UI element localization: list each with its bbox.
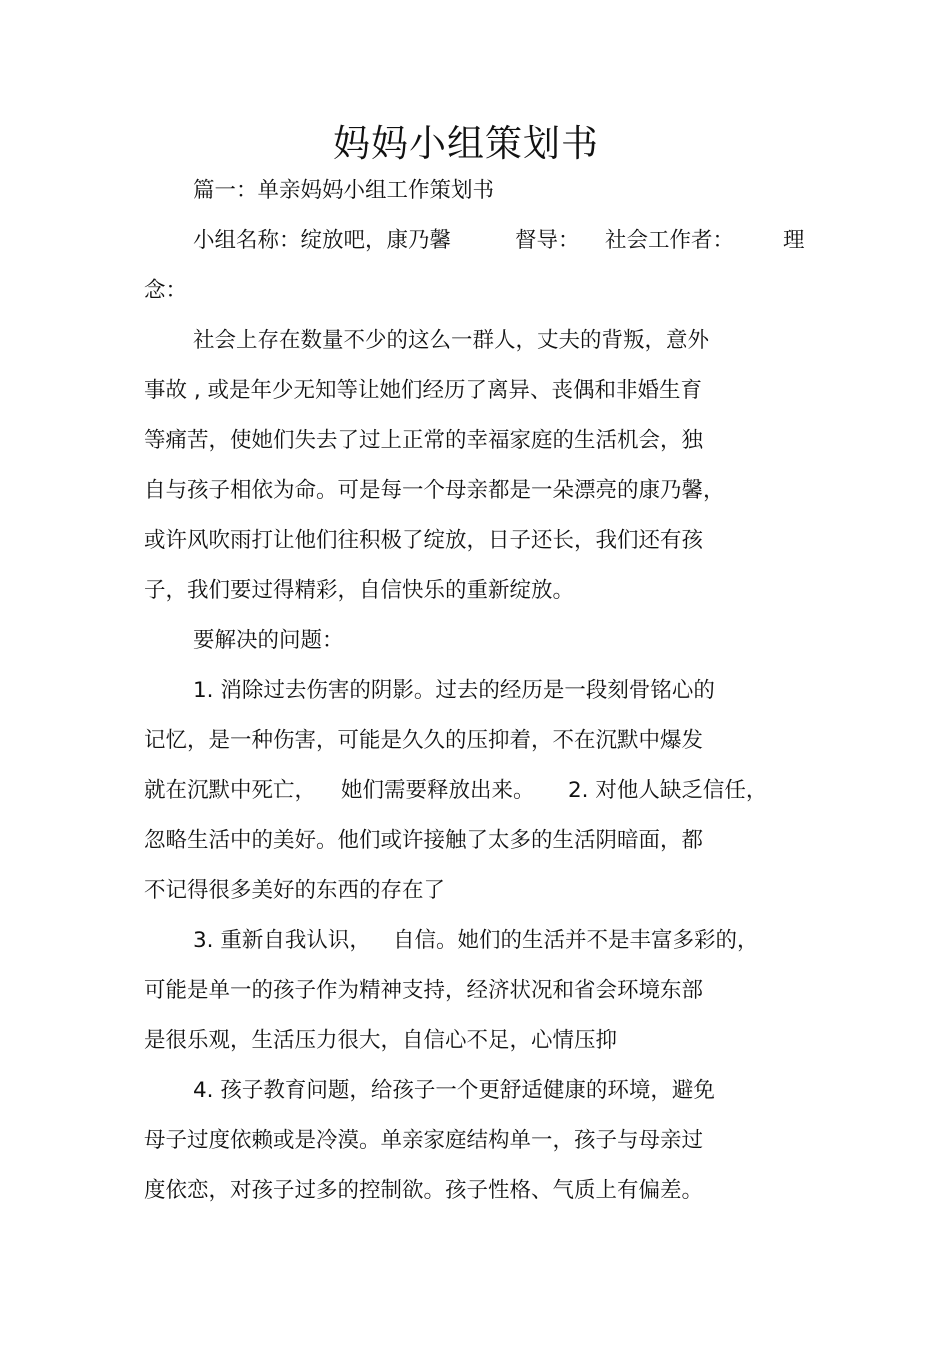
- list-item-line: 是很乐观，生活压力很大，自信心不足，心情压抑: [144, 1028, 618, 1053]
- item3-first-b: 自信。她们的生活并不是丰富多彩的，: [393, 928, 759, 953]
- paragraph-line: 子，我们要过得精彩，自信快乐的重新绽放。: [144, 578, 575, 603]
- paragraph-line: 自与孩子相依为命。可是每一个母亲都是一朵漂亮的康乃馨，: [144, 478, 725, 503]
- list-item-line: 可能是单一的孩子作为精神支持，经济状况和省会环境东部: [144, 978, 704, 1003]
- list-item-line: 1. 消除过去伤害的阴影。过去的经历是一段刻骨铭心的: [193, 678, 715, 703]
- paragraph-line: 社会上存在数量不少的这么一群人，丈夫的背叛，意外: [193, 328, 710, 353]
- list-item-line: [144, 776, 784, 806]
- list-item-line: 不记得很多美好的东西的存在了: [144, 878, 446, 903]
- paragraph-line: 或许风吹雨打让他们往积极了绽放，日子还长，我们还有孩: [144, 528, 704, 553]
- list-item-line: 记忆，是一种伤害，可能是久久的压抑着，不在沉默中爆发: [144, 728, 704, 753]
- document-title: 妈妈小组策划书: [333, 122, 599, 165]
- supervisor-label: 督导：: [515, 228, 580, 253]
- problems-heading: 要解决的问题：: [193, 628, 344, 653]
- list-item-line: 忽略生活中的美好。他们或许接触了太多的生活阴暗面，都: [144, 828, 704, 853]
- paragraph-line: 等痛苦，使她们失去了过上正常的幸福家庭的生活机会，独: [144, 428, 704, 453]
- info-line: [193, 226, 813, 256]
- list-item-line: 度依恋，对孩子过多的控制欲。孩子性格、气质上有偏差。: [144, 1178, 704, 1203]
- item3-first-a: 3. 重新自我认识，: [193, 928, 371, 953]
- group-name: 小组名称：绽放吧，康乃馨: [193, 228, 452, 253]
- concept-label-end: 念：: [144, 278, 188, 303]
- document-subtitle: 篇一：单亲妈妈小组工作策划书: [193, 178, 495, 203]
- list-item-line: [193, 926, 783, 956]
- list-item-line: 母子过度依赖或是冷漠。单亲家庭结构单一，孩子与母亲过: [144, 1128, 704, 1153]
- list-item-line: 4. 孩子教育问题，给孩子一个更舒适健康的环境，避免: [193, 1078, 715, 1103]
- paragraph-line: 事故 , 或是年少无知等让她们经历了离异、丧偶和非婚生育: [144, 378, 703, 403]
- item1-last-part: 就在沉默中死亡，: [144, 778, 317, 803]
- item1-tail: 她们需要释放出来。: [341, 778, 535, 803]
- social-worker-label: 社会工作者：: [605, 228, 735, 253]
- item2-start: 2. 对他人缺乏信任，: [568, 778, 768, 803]
- concept-label-start: 理: [783, 228, 805, 253]
